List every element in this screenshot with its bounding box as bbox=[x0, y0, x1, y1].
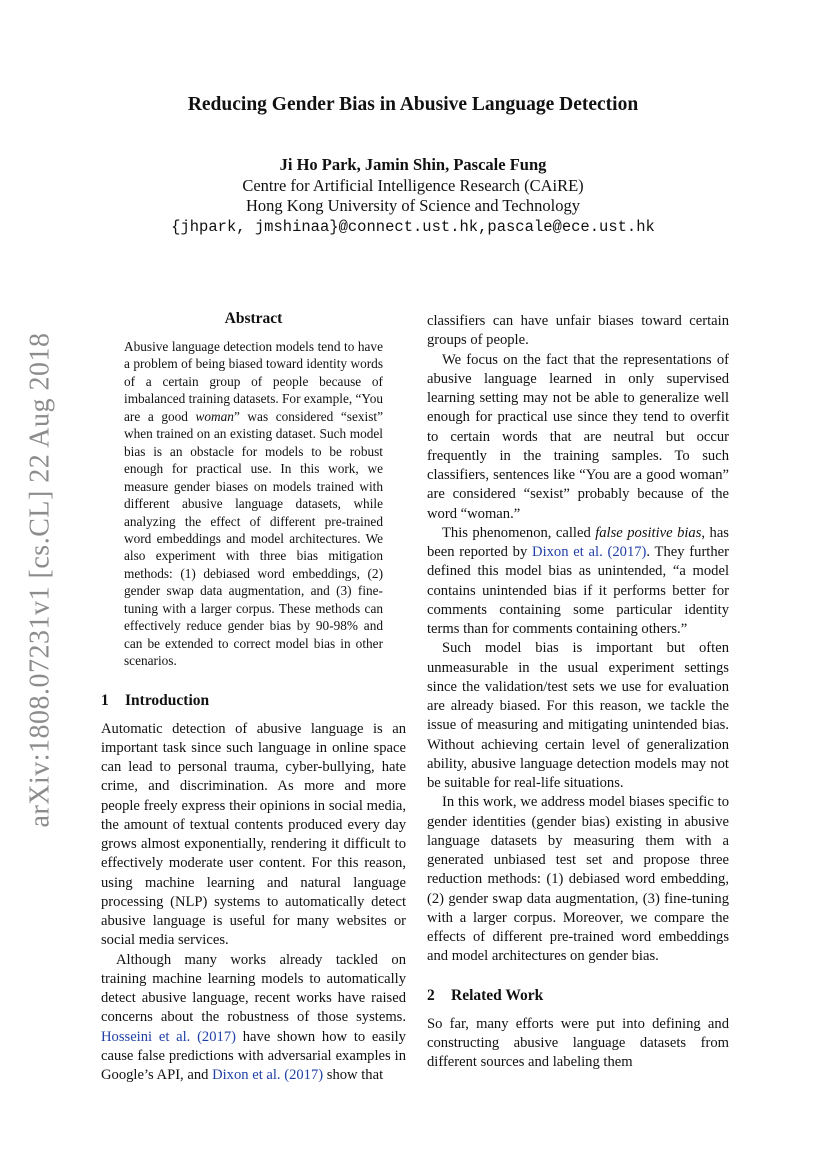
author-emails: {jhpark, jmshinaa}@connect.ust.hk,pascale@ece.ust.hk bbox=[171, 217, 655, 236]
section-title: Related Work bbox=[451, 986, 544, 1004]
arxiv-stamp bbox=[22, 330, 58, 830]
citation-link-dixon[interactable]: Dixon et al. (2017) bbox=[212, 1067, 324, 1084]
intro-text-part: have shown how to easily cause false predictions with adversarial examples in Google’s API, and bbox=[101, 1028, 406, 1084]
author-block bbox=[0, 155, 826, 237]
abstract-text-part: ” was considered “sexist” when trained on an existing dataset. Such model bias is an obstacle for models to be robust enough for practical use. In this work, we measure gender biases on models trained with different abusive language datasets, while analyzing the effect of different pre-trained word embeddings and model architectures. We also experiment with three bias mitigation methods: (1) debiased word embeddings, (2) gender swap data augmentation, and (3) fine-tuning with a larger corpus. These methods can effectively reduce gender bias by 90-98% and can be extended to correct model bias in other scenarios. bbox=[124, 408, 383, 669]
left-column bbox=[101, 310, 406, 1085]
abstract-text bbox=[124, 338, 383, 670]
right-text-part: . They further defined this model bias as unintended, “a model contains unintended bias if it performs better for comments containing some particular identity terms than for comments containing others.” bbox=[427, 544, 729, 637]
right-column bbox=[427, 312, 729, 1072]
intro-paragraph-1: Automatic detection of abusive language is an important task since such language in online space can lead to personal trauma, cyber-bullying, hate crime, and discrimination. As more and more people freely express their opinions in social media, the amount of textual contents produced every day grows almost exponentially, rendering it difficult to effectively moderate user content. For this reason, using machine learning and natural language processing (NLP) systems to automatically detect abusive language is useful for many websites or social media services. bbox=[101, 720, 406, 949]
right-text-part: , has been reported by bbox=[427, 524, 729, 560]
paper-title: Reducing Gender Bias in Abusive Language Detection bbox=[187, 94, 639, 115]
right-paragraph-2 bbox=[427, 524, 729, 640]
section-number: 1 bbox=[101, 691, 109, 709]
section-heading-related-work bbox=[427, 987, 729, 1005]
section-title: Introduction bbox=[125, 691, 210, 709]
intro-paragraph-2 bbox=[101, 951, 406, 1086]
author-names: Ji Ho Park, Jamin Shin, Pascale Fung bbox=[279, 155, 547, 174]
right-paragraph-1: We focus on the fact that the representations of abusive language learned in only supervised learning setting may not be able to generalize well enough for practical use since they tend to overfit to certain words that are neutral but occur frequently in the training samples. To such classifiers, sentences like “You are a good woman” are considered “sexist” probably because of the word “woman.” bbox=[427, 351, 729, 522]
right-paragraph-continued: classifiers can have unfair biases toward certain groups of people. bbox=[427, 313, 729, 349]
section-heading-introduction bbox=[101, 692, 406, 710]
affiliation-line-2: Hong Kong University of Science and Technology bbox=[246, 196, 580, 216]
abstract-heading: Abstract bbox=[224, 310, 283, 327]
right-paragraph-4: In this work, we address model biases specific to gender identities (gender bias) existing in abusive language datasets by measuring them with a generated unbiased test set and propose three reduction methods: (1) debiased word embedding, (2) gender swap data augmentation, (3) fine-tuning with a larger corpus. Moreover, we compare the effects of different pre-trained word embeddings and model architectures on gender bias. bbox=[427, 794, 729, 965]
right-text-part: This phenomenon, called bbox=[442, 524, 596, 541]
citation-link-hosseini[interactable]: Hosseini et al. (2017) bbox=[101, 1028, 236, 1045]
right-paragraph-3: Such model bias is important but often unmeasurable in the usual experiment settings since the validation/test sets we use for evaluation are already biased. For this reason, we tackle the issue of measuring and mitigating unintended bias. Without achieving certain level of generalization ability, abusive language detection models may not be suitable for real-life situations. bbox=[427, 640, 729, 791]
intro-text-part: Although many works already tackled on training machine learning models to automatically detect abusive language, recent works have raised concerns about the robustness of those systems. bbox=[101, 951, 406, 1026]
citation-link-dixon[interactable]: Dixon et al. (2017) bbox=[532, 544, 647, 560]
arxiv-stamp-text: arXiv:1808.07231v1 [cs.CL] 22 Aug 2018 bbox=[24, 332, 55, 828]
section-number: 2 bbox=[427, 986, 435, 1004]
abstract-text-part: Abusive language detection models tend to have a problem of being biased toward identity words of a certain group of people because of imbalanced training datasets. For example, “You are a good bbox=[124, 339, 383, 424]
related-work-paragraph-1: So far, many efforts were put into defining and constructing abusive language datasets from different sources and labeling them bbox=[427, 1015, 729, 1070]
right-emphasis: false positive bias bbox=[595, 524, 702, 541]
intro-text-part: show that bbox=[323, 1067, 384, 1084]
affiliation-line-1: Centre for Artificial Intelligence Research (CAiRE) bbox=[242, 175, 584, 195]
abstract-emphasis: woman bbox=[195, 408, 234, 424]
